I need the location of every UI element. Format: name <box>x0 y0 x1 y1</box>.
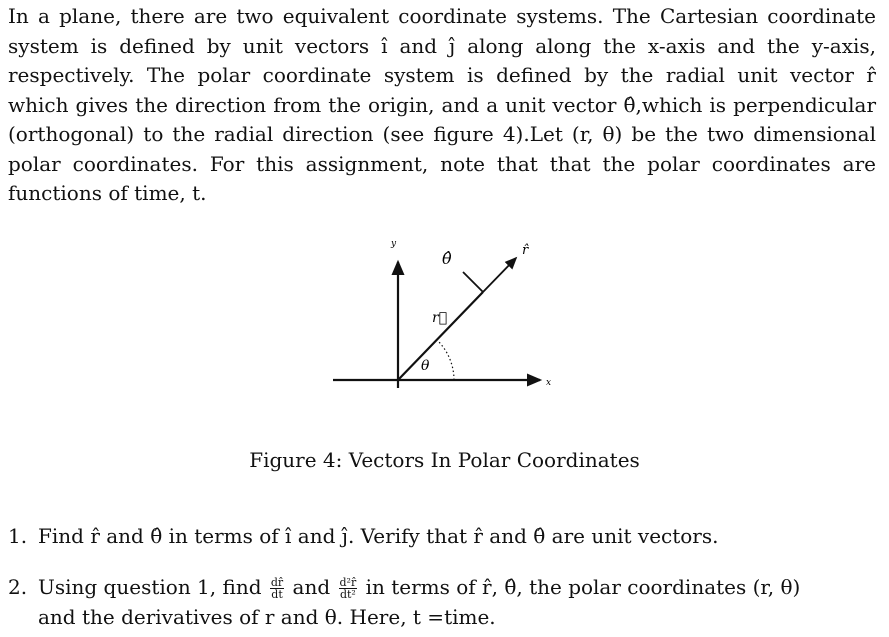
question-2 <box>8 572 883 632</box>
theta-angle-arc <box>438 341 454 380</box>
paragraph-line: which gives the direction from the origin, and a unit vector θ̂,which is perpendicular <box>8 92 876 117</box>
question-text: Using question 1, find <box>38 575 262 599</box>
paragraph-line: functions of time, t. <box>8 181 207 205</box>
paragraph-line: system is defined by unit vectors î and ĵ along along the x-axis and the y-axis, <box>8 33 876 58</box>
paragraph-line: In a plane, there are two equivalent coordinate systems. The Cartesian coordinate <box>8 4 876 28</box>
fraction-numerator: dr̂ <box>270 576 284 589</box>
paragraph-line: (orthogonal) to the radial direction (see figure 4).Let (r, θ) be the two dimensional <box>8 122 876 146</box>
fraction-numerator: d²r̂ <box>339 576 357 589</box>
paragraph-line: polar coordinates. For this assignment, note that that the polar coordinates are <box>8 151 876 176</box>
question-text-continuation: and the derivatives of r and θ. Here, t =time. <box>38 605 496 629</box>
theta-hat-arrow <box>463 272 483 292</box>
question-number: 1. <box>8 524 28 548</box>
x-axis-label: x <box>546 378 552 388</box>
conjunction-text: and <box>292 575 331 599</box>
r-vector-line <box>398 292 483 380</box>
theta-hat-label: θ̂ <box>442 249 452 268</box>
second-derivative-fraction <box>339 577 358 600</box>
question-1 <box>8 521 883 551</box>
fraction-denominator: dt² <box>339 588 356 601</box>
derivative-fraction <box>270 577 284 600</box>
y-axis-label: y <box>391 239 397 249</box>
polar-vectors-figure <box>300 230 600 420</box>
paragraph-line: respectively. The polar coordinate system is defined by the radial unit vector r̂ <box>8 63 876 87</box>
r-hat-arrow <box>483 258 516 292</box>
figure-caption: Figure 4: Vectors In Polar Coordinates <box>249 448 640 472</box>
question-text: Find r̂ and θ̂ in terms of î and ĵ. Verify that r̂ and θ̂ are unit vectors. <box>38 524 719 548</box>
question-number: 2. <box>8 575 28 599</box>
question-text: in terms of r̂, θ̂, the polar coordinates (r, θ) <box>365 575 801 599</box>
theta-label: θ <box>421 358 430 374</box>
r-hat-label: r̂ <box>522 243 529 258</box>
r-vector-label: r⃗ <box>432 310 448 326</box>
fraction-denominator: dt <box>271 588 283 601</box>
intro-paragraph <box>8 2 876 209</box>
